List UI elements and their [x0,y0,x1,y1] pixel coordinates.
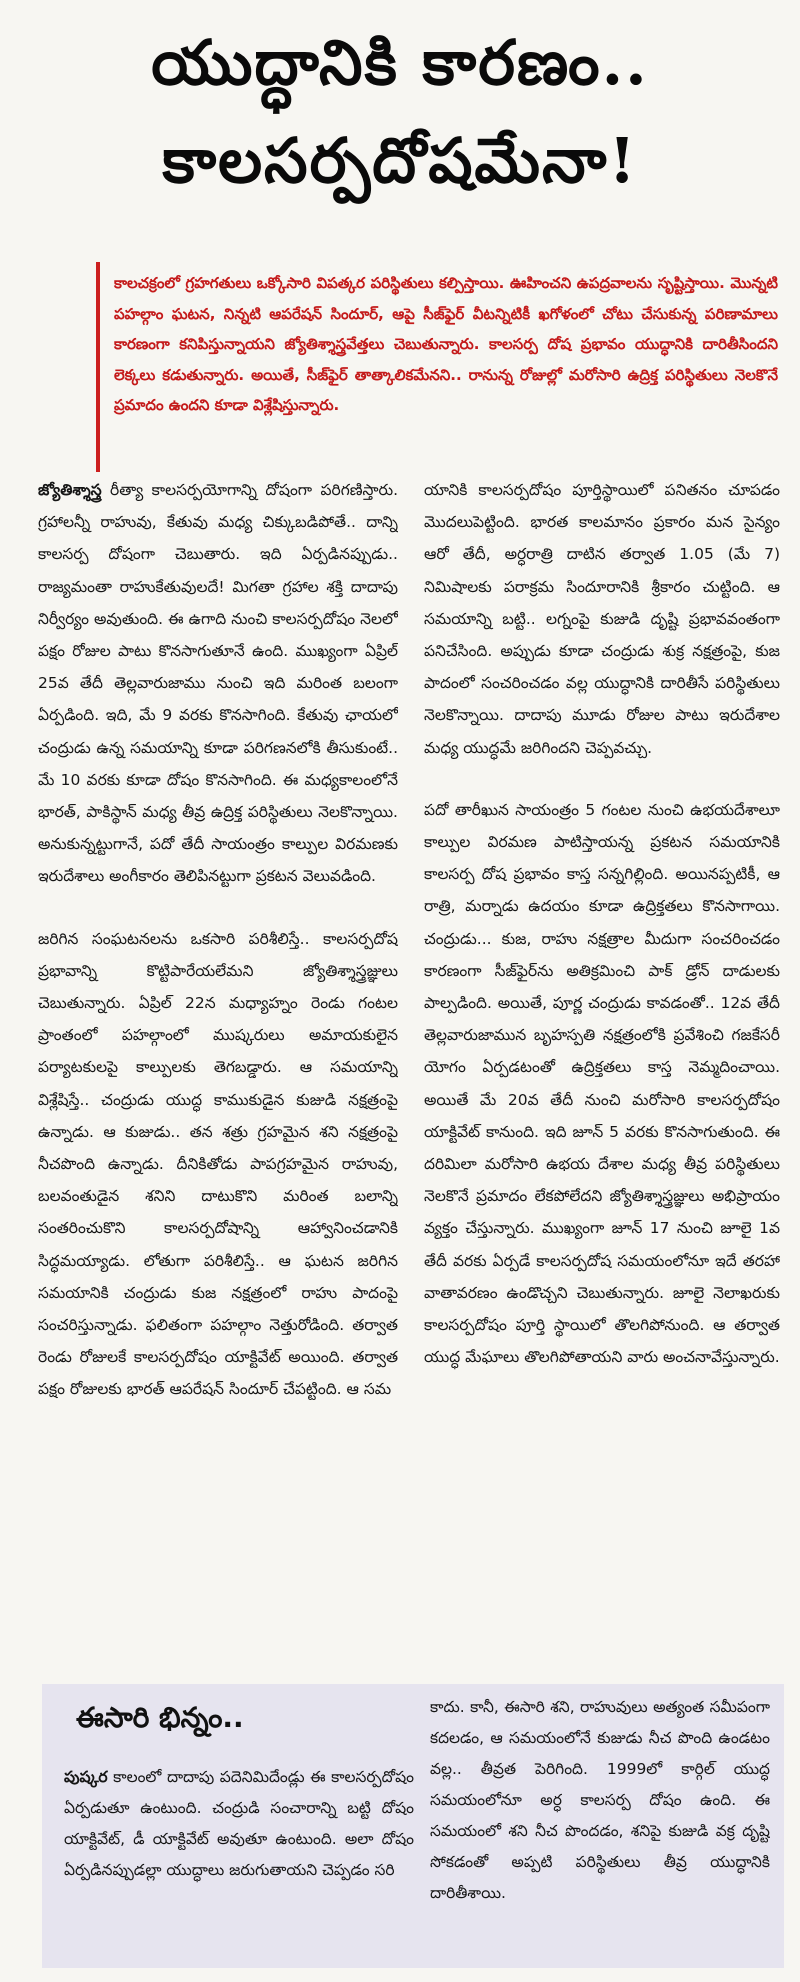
sidebar-column-left [64,1762,414,1962]
sidebar-text-right: కాదు. కానీ, ఈసారి శని, రాహువులు అత్యంత సమీపంగా కదలడం, ఆ సమయంలోనే కుజుడు నీచ పొంది ఉండటం వల్ల.. తీవ్రత పెరిగింది. 1999లో కార్గిల్ యుద్ధ సమయంలోనూ అర్ధ కాలసర్ప దోషం ఉంది. ఈ సమయంలో శని నీచ పొందడం, శనిపై కుజుడి వక్ర దృష్టి సోకడంతో అప్పటి పరిస్థితులు తీవ్ర యుద్ధానికి దారితీశాయి. [430,1698,770,1902]
article-paragraph [424,794,780,1374]
paragraph-text: పదో తారీఖున సాయంత్రం 5 గంటల నుంచి ఉభయదేశాలూ కాల్పుల విరమణ పాటిస్తాయన్న ప్రకటన సమయానికి కాలసర్ప దోష ప్రభావం కాస్త సన్నగిల్లింది. అయినప్పటికీ, ఆ రాత్రి, మర్నాడు ఉదయం కూడా ఉద్రిక్తతలు కొనసాగాయి. చంద్రుడు... కుజ, రాహు నక్షత్రాల మీదుగా సంచరించడం కారణంగా సీజ్‌ఫైర్‌ను అతిక్రమించి పాక్ డ్రోన్ దాడులకు పాల్పడింది. అయితే, పూర్ణ చంద్రుడు కావడంతో.. 12వ తేదీ తెల్లవారుజామున బృహస్పతి నక్షత్రంలోకి ప్రవేశించి గజకేసరీ యోగం ఏర్పడటంతో ఉద్రిక్తతలు కాస్త నెమ్మదించాయి. అయితే మే 20వ తేదీ నుంచి మరోసారి కాలసర్పదోషం యాక్టివేట్ కానుంది. ఇది జూన్ 5 వరకు కొనసాగుతుంది. ఈ దరిమిలా మరోసారి ఉభయ దేశాల మధ్య తీవ్ర పరిస్థితులు నెలకొనే ప్రమాదం లేకపోలేదని జ్యోతిశ్శాస్త్రజ్ఞులు అభిప్రాయం వ్యక్తం చేస్తున్నారు. ముఖ్యంగా జూన్ 17 నుంచి జూలై 1వ తేదీ వరకు ఏర్పడే కాలసర్పదోష సమయంలోనూ ఇదే తరహా వాతావరణం ఉండొచ్చని చెబుతున్నారు. జూలై నెలాఖరుకు కాలసర్పదోషం పూర్తి స్థాయిలో తొలగిపోనుంది. ఆ తర్వాత యుద్ధ మేఘాలు తొలగిపోతాయని వారు అంచనావేస్తున్నారు. [424,800,780,1367]
article-paragraph [38,923,398,1406]
paragraph-text: జరిగిన సంఘటనలను ఒకసారి పరిశీలిస్తే.. కాలసర్పదోష ప్రభావాన్ని కొట్టిపారేయలేమని జ్యోతిశ్శాస్త్రజ్ఞులు చెబుతున్నారు. ఏప్రిల్ 22న మధ్యాహ్నం రెండు గంటల ప్రాంతంలో పహల్గాంలో ముష్కరులు అమాయకులైన పర్యాటకులపై కాల్పులకు తెగబడ్డారు. ఆ సమయాన్ని విశ్లేషిస్తే.. చంద్రుడు యుద్ధ కాముకుడైన కుజుడి నక్షత్రంపై ఉన్నాడు. ఆ కుజుడు.. తన శత్రు గ్రహమైన శని నక్షత్రంపై నీచపొంది ఉన్నాడు. దీనికితోడు పాపగ్రహమైన రాహువు, బలవంతుడైన శనిని దాటుకొని మరింత బలాన్ని సంతరించుకొని కాలసర్పదోషాన్ని ఆహ్వానించడానికి సిద్ధమయ్యాడు. లోతుగా పరిశీలిస్తే.. ఆ ఘటన జరిగిన సమయానికి చంద్రుడు కుజ నక్షత్రంలో రాహు పాదంపై సంచరిస్తున్నాడు. ఫలితంగా పహల్గాం నెత్తురోడింది. తర్వాత రెండు రోజులకే కాలసర్పదోషం యాక్టివేట్ అయింది. తర్వాత పక్షం రోజులకు భారత్ ఆపరేషన్ సిందూర్ చేపట్టింది. ఆ సమ [38,929,398,1399]
headline-line-1: యుద్ధానికి కారణం.. [151,26,649,99]
headline-line-2: కాలసర్పదోషమేనా! [162,124,638,197]
paragraph-text: యానికి కాలసర్పదోషం పూర్తిస్థాయిలో పనితనం చూపడం మొదలుపెట్టింది. భారత కాలమానం ప్రకారం మన సైన్యం ఆరో తేదీ, అర్ధరాత్రి దాటిన తర్వాత 1.05 (మే 7) నిమిషాలకు పరాక్రమ సిందూరానికి శ్రీకారం చుట్టింది. ఆ సమయాన్ని బట్టి.. లగ్నంపై కుజుడి దృష్టి ప్రభావవంతంగా పనిచేసింది. అప్పుడు కూడా చంద్రుడు శుక్ర నక్షత్రంపై, కుజ పాదంలో సంచరించడం వల్ల యుద్ధానికి దారితీసే పరిస్థితులు నెలకొన్నాయి. దాదాపు మూడు రోజుల పాటు ఇరుదేశాల మధ్య యుద్ధమే జరిగిందని చెప్పవచ్చు. [424,481,780,757]
article-column-left [38,474,398,1654]
sidebar-text-left: కాలంలో దాదాపు పదెనిమిదేండ్లు ఈ కాలసర్పదోషం ఏర్పడుతూ ఉంటుంది. చంద్రుడి సంచారాన్ని బట్టి దోషం యాక్టివేట్, డీ యాక్టివేట్ అవుతూ ఉంటుంది. అలా దోషం ఏర్పడినప్పుడల్లా యుద్ధాలు జరుగుతాయని చెప్పడం సరి [64,1768,414,1879]
intro-paragraph [96,262,782,472]
sidebar-lead-word: పుష్కర [64,1768,108,1786]
article-paragraph [38,474,398,893]
sidebar-column-right [430,1692,770,1962]
paragraph-text: రీత్యా కాలసర్పయోగాన్ని దోషంగా పరిగణిస్తారు. గ్రహాలన్నీ రాహువు, కేతువు మధ్య చిక్కుబడిపోతే.. దాన్ని కాలసర్ప దోషంగా చెబుతారు. ఇది ఏర్పడినప్పుడు.. రాజ్యమంతా రాహుకేతువులదే! మిగతా గ్రహాల శక్తి దాదాపు నిర్వీర్యం అవుతుంది. ఈ ఉగాది నుంచి కాలసర్పదోషం నెలలో పక్షం రోజుల పాటు కొనసాగుతూనే ఉంది. ముఖ్యంగా ఏప్రిల్ 25వ తేదీ తెల్లవారుజాము నుంచి ఇది మరింత బలంగా ఏర్పడింది. ఇది, మే 9 వరకు కొనసాగింది. కేతువు ఛాయలో చంద్రుడు ఉన్న సమయాన్ని కూడా పరిగణనలోకి తీసుకుంటే.. మే 10 వరకు కూడా దోషం కొనసాగింది. ఈ మధ్యకాలంలోనే భారత్, పాకిస్థాన్ మధ్య తీవ్ర ఉద్రిక్త పరిస్థితులు నెలకొన్నాయి. అనుకున్నట్టుగానే, పదో తేదీ సాయంత్రం కాల్పుల విరమణకు ఇరుదేశాలు అంగీకారం తెలిపినట్టుగా ప్రకటన వెలువడింది. [38,481,398,886]
intro-text: కాలచక్రంలో గ్రహగతులు ఒక్కోసారి విపత్కర పరిస్థితులు కల్పిస్తాయి. ఊహించని ఉపద్రవాలను సృష్టిస్తాయి. మొన్నటి పహల్గాం ఘటన, నిన్నటి ఆపరేషన్ సిందూర్, ఆపై సీజ్‌ఫైర్ వీటన్నిటికీ ఖగోళంలో చోటు చేసుకున్న పరిణామాలు కారణంగా కనిపిస్తున్నాయని జ్యోతిశ్శాస్త్రవేత్తలు చెబుతున్నారు. కాలసర్ప దోష ప్రభావం యుద్ధానికి దారితీసిందని లెక్కలు కడుతున్నారు. అయితే, సీజ్‌ఫైర్ తాత్కాలికమేనని.. రానున్న రోజుల్లో మరోసారి ఉద్రిక్త పరిస్థితులు నెలకొనే ప్రమాదం ఉందని కూడా విశ్లేషిస్తున్నారు. [114,274,778,414]
paragraph-lead-word: జ్యోతిశ్శాస్త్ర [38,481,102,499]
sidebar-box [42,1684,784,1968]
sidebar-title: ఈసారి భిన్నం.. [76,1701,244,1734]
article-column-right [424,474,780,1654]
article-paragraph [424,474,780,764]
headline [0,14,800,210]
